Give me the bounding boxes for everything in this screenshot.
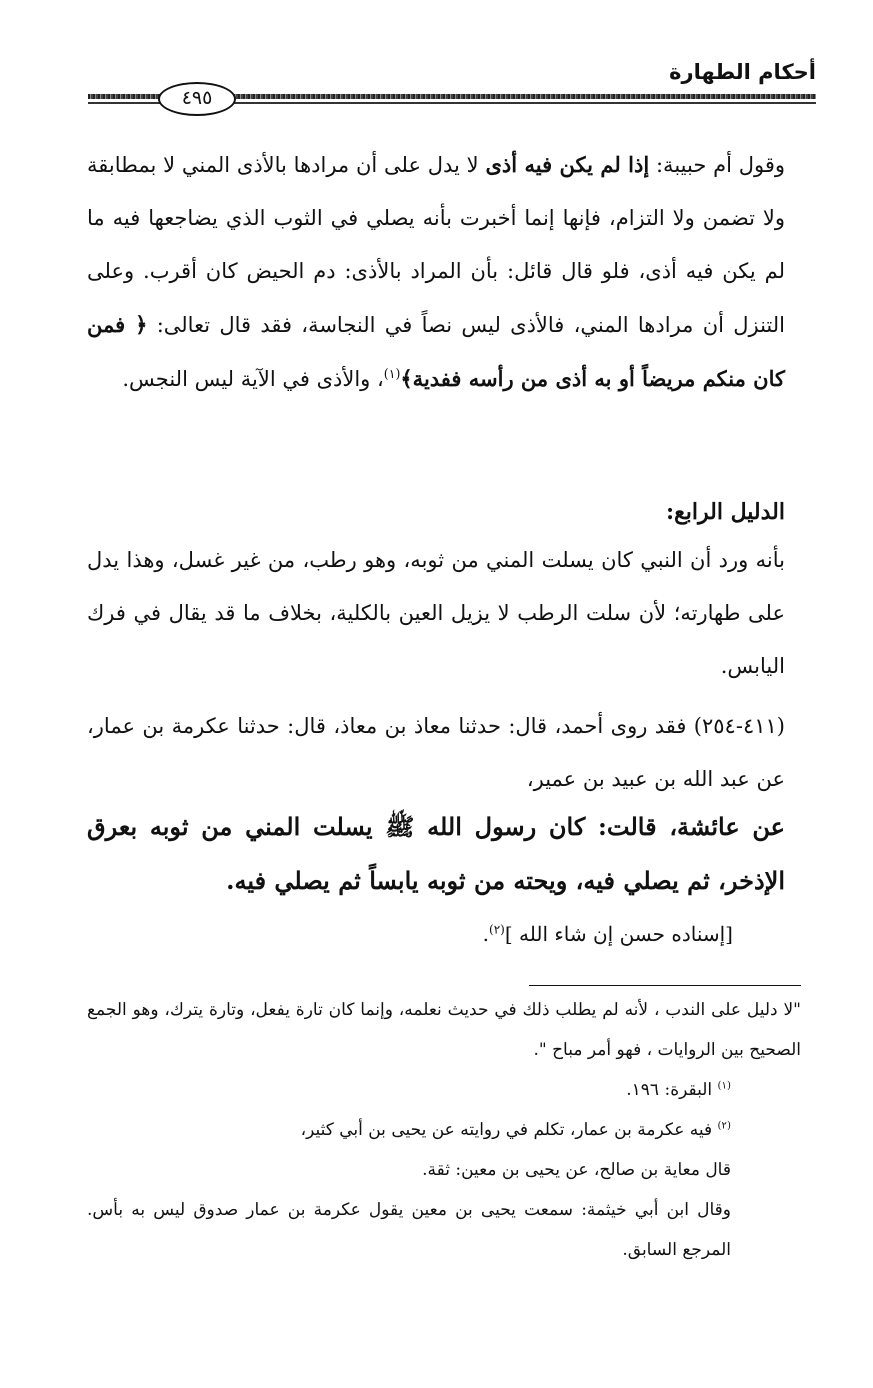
footnote-ref[interactable]: (١) xyxy=(383,366,401,381)
footnote-text: فيه عكرمة بن عمار، تكلم في روايته عن يحيى بن أبي كثير، xyxy=(300,1120,718,1140)
paragraph-text: لا يدل على أن مرادها بالأذى المني لا بمطابقة ولا تضمن ولا التزام، فإنها إنما أخبرت بأنه يصلي في الثوب الذي يضاجعها فيه ما لم يكن فيه أذى، فلو قال قائل: بأن المراد بالأذى: دم الحيض كان أقرب. وعلى التنزل أن مرادها المني، فالأذى ليس نصاً في النجاسة، فقد قال تعالى: xyxy=(87,153,785,337)
page-header xyxy=(88,56,816,116)
footnote-item xyxy=(87,1070,801,1110)
isnad-end: . xyxy=(482,922,490,946)
footnote-text: وقال ابن أبي خيثمة: سمعت يحيى بن معين يقول عكرمة بن عمار صدوق ليس به بأس. المرجع السابق. xyxy=(87,1200,731,1260)
footnote-text: قال معاية بن صالح، عن يحيى بن معين: ثقة. xyxy=(422,1160,731,1180)
footnote-item xyxy=(87,1110,801,1150)
quran-verse: ﴿ فمن كان منكم مريضاً أو به أذى من رأسه ففدية﴾ xyxy=(87,312,785,391)
paragraph-umm-habiba xyxy=(87,138,785,406)
footnote-text: البقرة: ١٩٦. xyxy=(626,1080,718,1100)
running-title: أحكام الطهارة xyxy=(669,60,816,84)
footnote-number: (١) xyxy=(717,1080,731,1092)
page-number-badge: ٤٩٥ xyxy=(158,82,236,116)
hadith-text: عن عائشة، قالت: كان رسول الله ﷺ يسلت المني من ثوبه بعرق الإذخر، ثم يصلي فيه، ويحته من ثوبه يابساً ثم يصلي فيه. xyxy=(87,812,785,895)
isnad-grading xyxy=(483,912,733,956)
footnote-ref[interactable]: (٢) xyxy=(489,922,505,937)
isnad-text: [إسناده حسن إن شاء الله ] xyxy=(504,922,733,946)
paragraph-text: ، والأذى في الآية ليس النجس. xyxy=(122,367,384,391)
paragraph-narration-chain: (٤١١-٢٥٤) فقد روى أحمد، قال: حدثنا معاذ بن معاذ، قال: حدثنا عكرمة بن عمار، عن عبد الله بن عبيد بن عمير، xyxy=(87,714,785,791)
footnote-item xyxy=(87,1150,801,1190)
paragraph-evidence: بأنه ورد أن النبي كان يسلت المني من ثوبه، وهو رطب، من غير غسل، وهذا يدل على طهارته؛ لأن سلت الرطب لا يزيل العين بالكلية، بخلاف ما قد يقال في فرك اليابس. xyxy=(87,548,785,678)
footnote-item xyxy=(87,1190,801,1270)
footnote-continuation: "لا دليل على الندب ، لأنه لم يطلب ذلك في حديث نعلمه، وإنما كان تارة يفعل، وتارة يترك، وهو الجمع الصحيح بين الروايات ، فهو أمر مباح ". xyxy=(87,1000,801,1060)
bold-quote: إذا لم يكن فيه أذى xyxy=(485,152,650,177)
paragraph-text: وقول أم حبيبة: xyxy=(649,153,786,177)
footnotes xyxy=(87,990,801,1270)
footnote-separator xyxy=(529,985,801,986)
footnote-number: (٢) xyxy=(717,1120,731,1132)
section-heading: الدليل الرابع: xyxy=(665,499,785,525)
